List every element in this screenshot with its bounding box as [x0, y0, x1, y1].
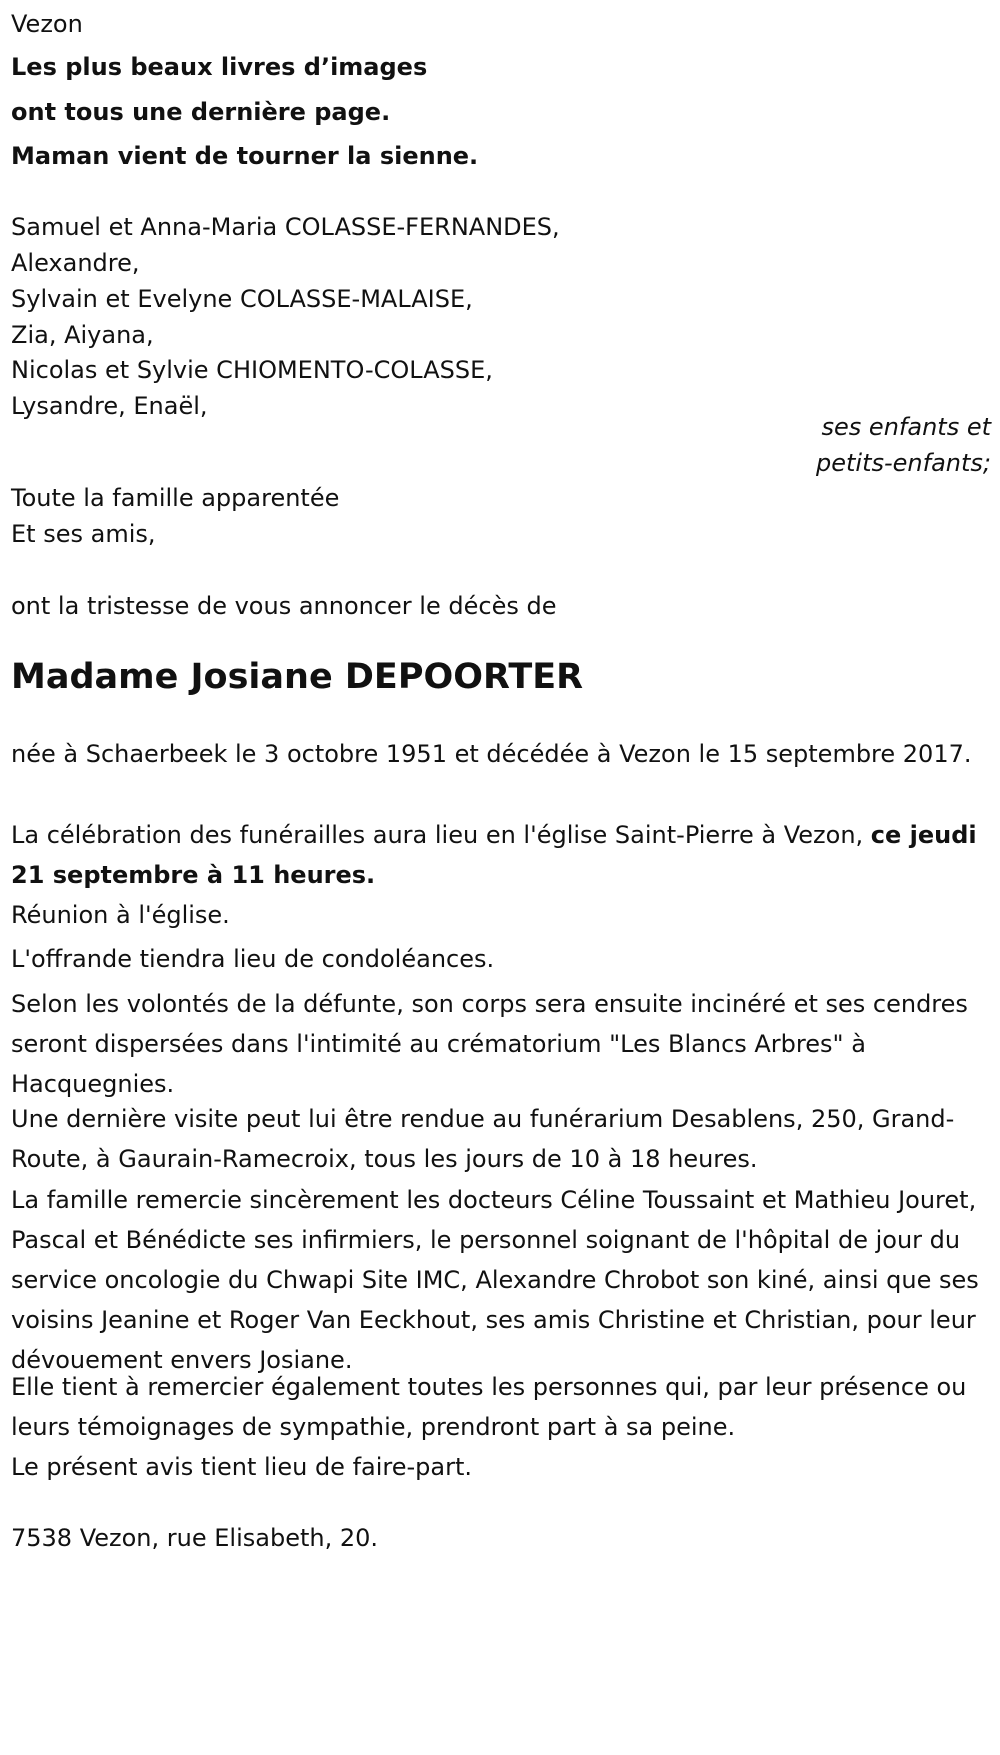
- family-line: Alexandre,: [11, 249, 140, 277]
- family-line: Nicolas et Sylvie CHIOMENTO-COLASSE,: [11, 356, 493, 384]
- family-line: Samuel et Anna-Maria COLASSE-FERNANDES,: [11, 213, 560, 241]
- family-line: Zia, Aiyana,: [11, 321, 154, 349]
- ceremony-paragraph: [11, 815, 986, 895]
- ceremony-text: La célébration des funérailles aura lieu en l'église Saint-Pierre à Vezon,: [11, 821, 871, 849]
- others-line-1: Toute la famille apparentée: [11, 484, 340, 512]
- poem-line-3: Maman vient de tourner la sienne.: [11, 142, 479, 170]
- family-line: Sylvain et Evelyne COLASSE-MALAISE,: [11, 285, 473, 313]
- poem-line-2: ont tous une dernière page.: [11, 98, 391, 126]
- birth-death-text: née à Schaerbeek le 3 octobre 1951 et décédée à Vezon le 15 septembre 2017.: [11, 740, 972, 768]
- meeting-text: Réunion à l'église.: [11, 901, 230, 929]
- cremation-text: Selon les volontés de la défunte, son corps sera ensuite incinéré et ses cendres seront dispersées dans l'intimité au crématorium "Les Blancs Arbres" à Hacquegnies.: [11, 990, 968, 1098]
- thanks-text-2: Elle tient à remercier également toutes les personnes qui, par leur présence ou leurs témoignages de sympathie, prendront part à sa peine.: [11, 1373, 967, 1441]
- family-line: Lysandre, Enaël,: [11, 392, 208, 420]
- ceremony-date: ce jeudi 21 septembre à 11 heures.: [11, 821, 977, 889]
- announce-text: ont la tristesse de vous annoncer le décès de: [11, 592, 557, 620]
- relation-line-2: petits-enfants;: [816, 449, 991, 477]
- visit-text: Une dernière visite peut lui être rendue au funérarium Desablens, 250, Grand-Route, à Gaurain-Ramecroix, tous les jours de 10 à 18 heures.: [11, 1105, 955, 1173]
- others-line-2: Et ses amis,: [11, 520, 156, 548]
- thanks-text-1: La famille remercie sincèrement les docteurs Céline Toussaint et Mathieu Jouret, Pascal et Bénédicte ses infirmiers, le personnel soignant de l'hôpital de jour du service oncologie du Chwapi Site IMC, Alexandre Chrobot son kiné, ainsi que ses voisins Jeanine et Roger Van Eeckhout, ses amis Christine et Christian, pour leur dévouement envers Josiane.: [11, 1186, 979, 1374]
- location: Vezon: [11, 10, 83, 38]
- notice-text: Le présent avis tient lieu de faire-part.: [11, 1453, 473, 1481]
- relation-line-1: ses enfants et: [821, 413, 991, 441]
- poem-line-1: Les plus beaux livres d’images: [11, 53, 428, 81]
- offering-text: L'offrande tiendra lieu de condoléances.: [11, 945, 495, 973]
- deceased-name: Madame Josiane DEPOORTER: [11, 657, 584, 697]
- address-text: 7538 Vezon, rue Elisabeth, 20.: [11, 1524, 379, 1552]
